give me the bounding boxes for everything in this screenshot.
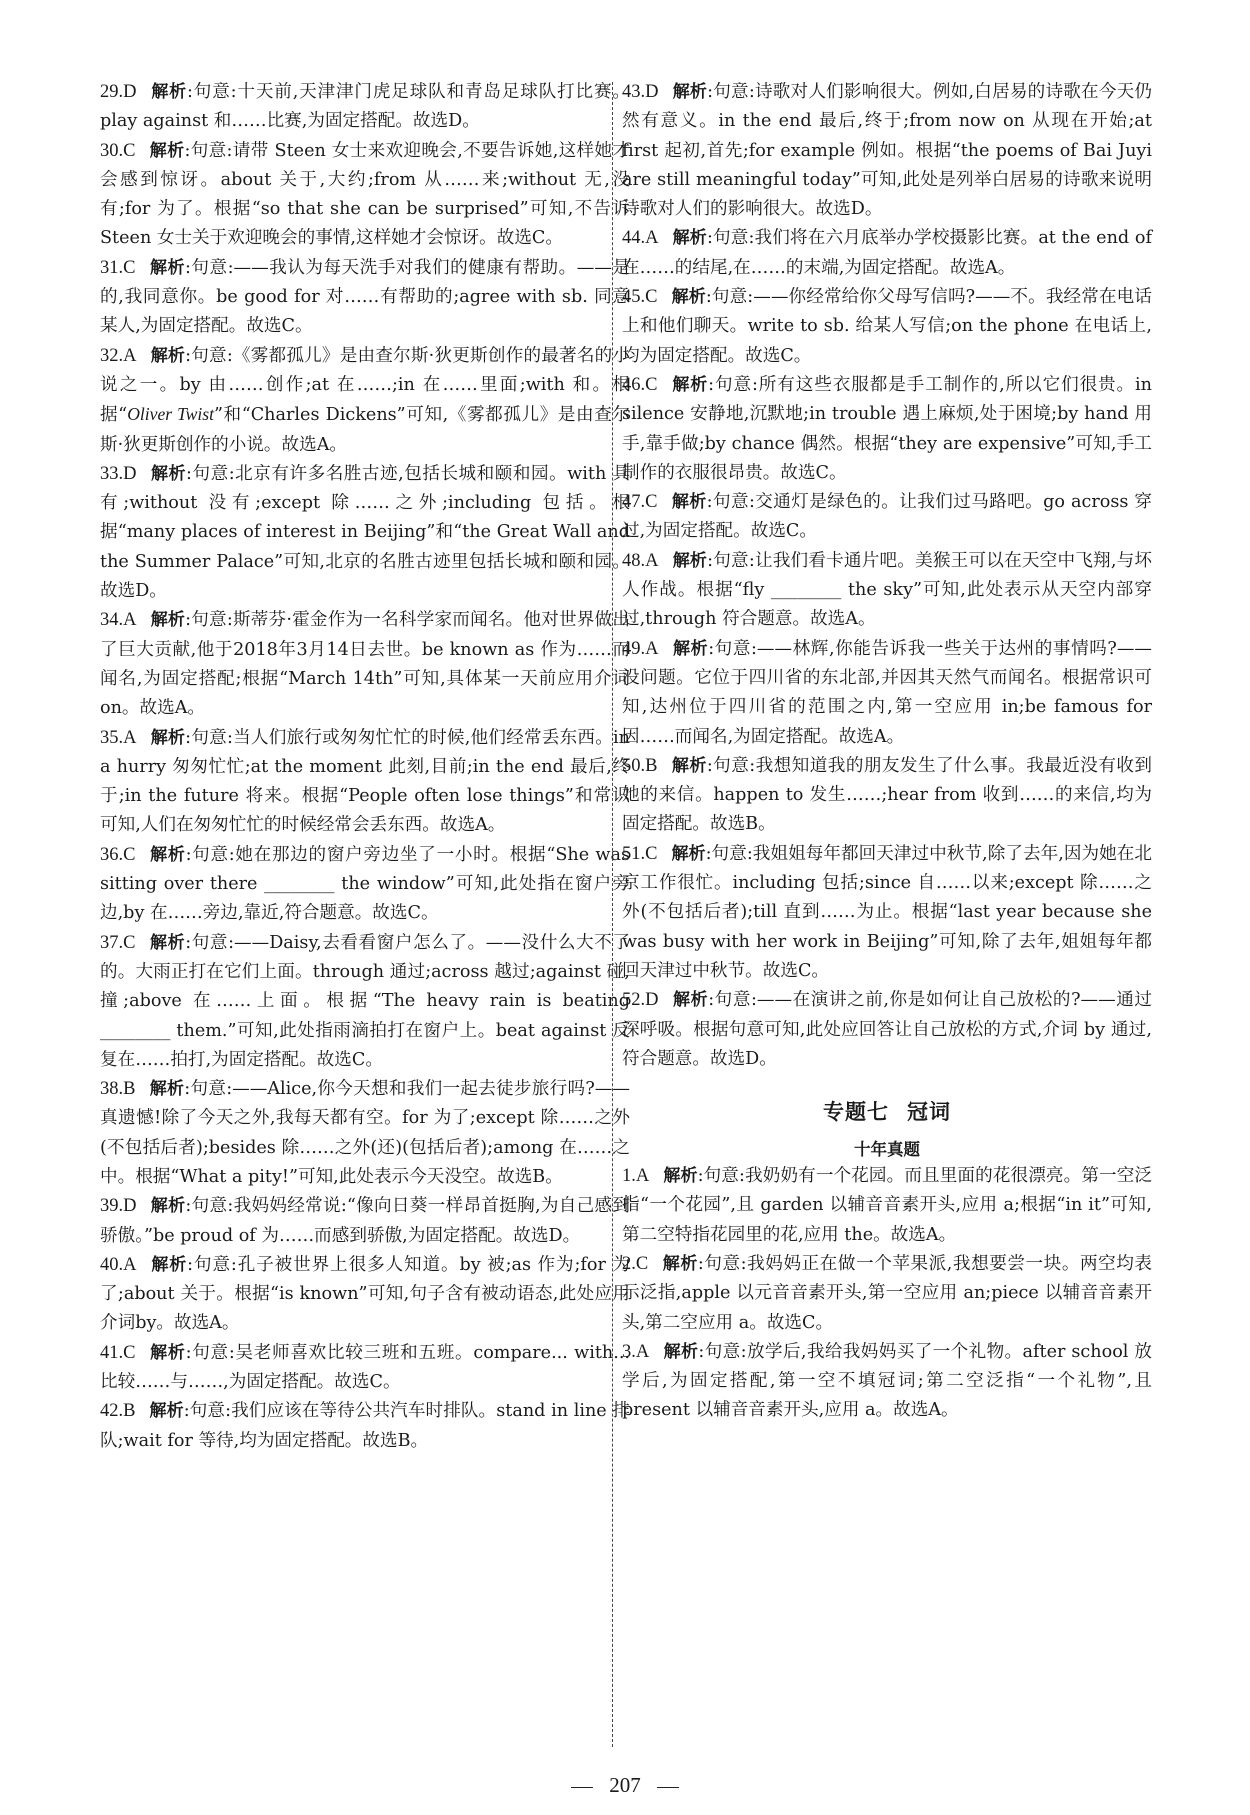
answer-number: 52.D bbox=[622, 990, 659, 1011]
analysis-text: :句意:我妈妈经常说:“像向日葵一样昂首挺胸,为自己感到骄傲。”be proud of 为……而感到骄傲,为固定搭配。故选D。 bbox=[100, 1196, 631, 1246]
analysis-label: 解析 bbox=[149, 140, 185, 161]
answer-number: 30.C bbox=[100, 140, 136, 161]
analysis-label: 解析 bbox=[671, 374, 709, 395]
section-item-list bbox=[622, 1162, 1152, 1426]
analysis-text: :句意:吴老师喜欢比较三班和五班。compare... with... 比较……与……,为固定搭配。故选C。 bbox=[100, 1342, 631, 1393]
answer-item bbox=[622, 488, 1152, 547]
analysis-label: 解析 bbox=[671, 843, 706, 864]
answer-number: 34.A bbox=[100, 610, 137, 631]
answer-item bbox=[622, 986, 1152, 1074]
answer-number: 47.C bbox=[622, 492, 658, 513]
footer-dash-left bbox=[571, 1787, 593, 1788]
analysis-text: :句意:北京有许多名胜古迹,包括长城和颐和园。with 具有;without 没有;except 除……之外;including 包括。根据“many places of interest in Beijing”和“the Great Wall and the Summer Palace”可知,北京的名胜古迹里包括长城和颐和园。故选D。 bbox=[100, 463, 630, 602]
analysis-label: 解析 bbox=[671, 492, 707, 513]
analysis-text: Oliver Twist bbox=[127, 404, 214, 425]
analysis-text: :句意:她在那边的窗户旁边坐了一小时。根据“She was sitting over there ________ the window”可知,此处指在窗户旁边,by 在……旁边,靠近,符合题意。故选C。 bbox=[100, 844, 630, 924]
answer-item bbox=[622, 1250, 1152, 1338]
answer-item bbox=[622, 635, 1152, 752]
analysis-text: :句意:——我认为每天洗手对我们的健康有帮助。——是的,我同意你。be good for 对……有帮助的;agree with sb. 同意某人,为固定搭配。故选C。 bbox=[100, 257, 631, 337]
analysis-text: :句意:《雾都孤儿》是由查尔斯·狄更斯创作的最著名的小说之一。by 由……创作;at 在……;in 在……里面;with 和。根据“ bbox=[100, 345, 631, 426]
answer-item bbox=[100, 606, 630, 723]
analysis-label: 解析 bbox=[150, 463, 187, 484]
analysis-text: :句意:诗歌对人们影响很大。例如,白居易的诗歌在今天仍然有意义。in the end 最后,终于;from now on 从现在开始;at first 起初,首先;for example 例如。根据“the poems of Bai Juyi are still meaningful today”可知,此处是列举白居易的诗歌来说明诗歌对人们的影响很大。故选D。 bbox=[622, 82, 1153, 220]
answer-item bbox=[622, 224, 1152, 283]
answer-number: 32.A bbox=[100, 345, 137, 366]
analysis-text: :句意:——Daisy,去看看窗户怎么了。——没什么大不了的。大雨正打在它们上面。through 通过;across 越过;against 碰,撞;above 在……上面。根据“The heavy rain is beating ________ them.”可知,此处指雨滴拍打在窗户上。beat against 反复在……拍打,为固定搭配。故选C。 bbox=[100, 932, 631, 1070]
answer-number: 2.C bbox=[622, 1253, 649, 1274]
analysis-label: 解析 bbox=[150, 82, 188, 102]
answer-item bbox=[100, 254, 630, 342]
answer-item bbox=[100, 78, 630, 137]
answer-number: 38.B bbox=[100, 1079, 136, 1100]
answer-number: 1.A bbox=[622, 1166, 650, 1187]
analysis-label: 解析 bbox=[149, 844, 186, 865]
right-column bbox=[622, 78, 1152, 1426]
analysis-label: 解析 bbox=[149, 1401, 184, 1422]
analysis-label: 解析 bbox=[672, 990, 709, 1011]
analysis-label: 解析 bbox=[663, 1341, 699, 1362]
analysis-text: :句意:我想知道我的朋友发生了什么事。我最近没有收到她的来信。happen to 发生……;hear from 收到……的来信,均为固定搭配。故选B。 bbox=[622, 755, 1153, 835]
answer-number: 51.C bbox=[622, 843, 658, 864]
answer-item bbox=[622, 547, 1152, 635]
answer-item bbox=[100, 342, 630, 460]
section-label: 专题七 bbox=[823, 1100, 889, 1125]
analysis-label: 解析 bbox=[672, 82, 708, 102]
answer-item bbox=[622, 78, 1152, 224]
answer-number: 45.C bbox=[622, 287, 658, 308]
answer-item bbox=[100, 1075, 630, 1192]
analysis-label: 解析 bbox=[149, 257, 185, 278]
answer-item bbox=[622, 752, 1152, 840]
answer-number: 49.A bbox=[622, 638, 659, 659]
analysis-text: :句意:交通灯是绿色的。让我们过马路吧。go across 穿过,为固定搭配。故选C。 bbox=[622, 492, 1152, 542]
analysis-text: :句意:我们应该在等待公共汽车时排队。stand in line 排队;wait for 等待,均为固定搭配。故选B。 bbox=[100, 1401, 630, 1451]
subsection-title: 十年真题 bbox=[854, 1140, 920, 1160]
answer-number: 37.C bbox=[100, 932, 136, 953]
page-number: 207 bbox=[609, 1773, 641, 1797]
answer-number: 35.A bbox=[100, 727, 137, 748]
analysis-label: 解析 bbox=[150, 610, 186, 631]
analysis-label: 解析 bbox=[672, 550, 708, 571]
analysis-text: :句意:我妈妈正在做一个苹果派,我想要尝一块。两空均表示泛指,apple 以元音音素开头,第一空应用 an;piece 以辅音音素开头,第二空应用 a。故选C。 bbox=[622, 1253, 1153, 1333]
analysis-label: 解析 bbox=[150, 345, 186, 366]
analysis-text: ”和“Charles Dickens”可知,《雾都孤儿》是由查尔斯·狄更斯创作的小说。故选A。 bbox=[100, 405, 631, 455]
answer-item bbox=[100, 460, 630, 606]
analysis-text: :句意:——林辉,你能告诉我一些关于达州的事情吗?——没问题。它位于四川省的东北部,并因其天然气而闻名。根据常识可知,达州位于四川省的范围之内,第一空应用 in;be famous for 因……而闻名,为固定搭配。故选A。 bbox=[622, 638, 1153, 747]
analysis-text: :句意:请带 Steen 女士来欢迎晚会,不要告诉她,这样她才会感到惊讶。about 关于,大约;from 从……来;without 无,没有;for 为了。根据“so that she can be surprised”可知,不告诉 Steen 女士关于欢迎晚会的事情,这样她才会惊讶。故选C。 bbox=[100, 140, 630, 249]
answer-number: 41.C bbox=[100, 1342, 136, 1363]
answer-number: 42.B bbox=[100, 1401, 136, 1422]
answer-number: 39.D bbox=[100, 1196, 137, 1217]
page-footer bbox=[0, 1773, 1250, 1798]
answer-number: 40.A bbox=[100, 1254, 137, 1275]
answer-number: 44.A bbox=[622, 228, 659, 249]
analysis-label: 解析 bbox=[149, 932, 186, 953]
analysis-label: 解析 bbox=[149, 1342, 186, 1363]
answer-number: 43.D bbox=[622, 82, 659, 102]
answer-number: 48.A bbox=[622, 550, 659, 571]
analysis-text: :句意:让我们看卡通片吧。美猴王可以在天空中飞翔,与坏人作战。根据“fly ________ the sky”可知,此处表示从天空内部穿过,through 符合题意。故选A。 bbox=[622, 550, 1153, 630]
analysis-text: :句意:当人们旅行或匆匆忙忙的时候,他们经常丢东西。in a hurry 匆匆忙忙;at the moment 此刻,目前;in the end 最后,终于;in the future 将来。根据“People often lose things”和常识可知,人们在匆匆忙忙的时候经常会丢东西。故选A。 bbox=[100, 727, 630, 836]
analysis-text: :句意:所有这些衣服都是手工制作的,所以它们很贵。in silence 安静地,沉默地;in trouble 遇上麻烦,处于困境;by hand 用手,靠手做;by chance 偶然。根据“they are expensive”可知,手工制作的衣服很昂贵。故选C。 bbox=[622, 374, 1152, 483]
answer-item bbox=[622, 371, 1152, 488]
analysis-label: 解析 bbox=[663, 1166, 698, 1187]
analysis-label: 解析 bbox=[150, 1254, 188, 1275]
analysis-label: 解析 bbox=[672, 638, 709, 659]
analysis-text: :句意:我们将在六月底举办学校摄影比赛。at the end of 在……的结尾,在……的末端,为固定搭配。故选A。 bbox=[622, 228, 1153, 278]
answer-item bbox=[100, 1251, 630, 1339]
answer-item bbox=[100, 1397, 630, 1456]
analysis-text: :句意:十天前,天津津门虎足球队和青岛足球队打比赛。play against 和……比赛,为固定搭配。故选D。 bbox=[100, 82, 631, 132]
answer-item bbox=[622, 840, 1152, 986]
analysis-label: 解析 bbox=[672, 228, 707, 249]
analysis-label: 解析 bbox=[149, 1079, 185, 1100]
answer-number: 31.C bbox=[100, 257, 136, 278]
answer-item bbox=[100, 724, 630, 841]
analysis-text: :句意:——在演讲之前,你是如何让自己放松的?——通过深呼吸。根据句意可知,此处应回答让自己放松的方式,介词 by 通过,符合题意。故选D。 bbox=[622, 990, 1153, 1069]
section-name: 冠词 bbox=[907, 1100, 951, 1125]
answer-item bbox=[100, 929, 630, 1075]
analysis-text: :句意:——Alice,你今天想和我们一起去徒步旅行吗?——真遗憾!除了今天之外,我每天都有空。for 为了;except 除……之外(不包括后者);besides 除……之外(还)(包括后者);among 在……之中。根据“What a pity!”可知,此处表示今天没空。故选B。 bbox=[100, 1079, 630, 1187]
answer-number: 33.D bbox=[100, 463, 137, 484]
analysis-text: :句意:放学后,我给我妈妈买了一个礼物。after school 放学后,为固定搭配,第一空不填冠词;第二空泛指“一个礼物”,且 present 以辅音音素开头,应用 a。故选A。 bbox=[622, 1341, 1152, 1421]
analysis-text: :句意:——你经常给你父母写信吗?——不。我经常在电话上和他们聊天。write to sb. 给某人写信;on the phone 在电话上,均为固定搭配。故选C。 bbox=[622, 287, 1152, 366]
analysis-text: :句意:我姐姐每年都回天津过中秋节,除了去年,因为她在北京工作很忙。including 包括;since 自……以来;except 除……之外(不包括后者);till 直到……为止。根据“last year because she was busy with her work in Beijing”可知,除了去年,姐姐每年都回天津过中秋节。故选C。 bbox=[622, 843, 1152, 981]
column-divider bbox=[612, 82, 613, 1747]
analysis-text: :句意:斯蒂芬·霍金作为一名科学家而闻名。他对世界做出了巨大贡献,他于2018年3月14日去世。be known as 作为……而闻名,为固定搭配;根据“March 14th”可知,具体某一天前应用介词on。故选A。 bbox=[100, 610, 631, 719]
footer-dash-right bbox=[657, 1787, 679, 1788]
analysis-label: 解析 bbox=[150, 1196, 186, 1217]
answer-number: 50.B bbox=[622, 755, 658, 776]
section-title bbox=[622, 1096, 1152, 1126]
analysis-label: 解析 bbox=[671, 287, 706, 308]
analysis-label: 解析 bbox=[662, 1253, 698, 1274]
right-item-list bbox=[622, 78, 1152, 1074]
answer-number: 29.D bbox=[100, 82, 137, 102]
answer-item bbox=[622, 283, 1152, 371]
answer-item bbox=[100, 841, 630, 929]
answer-number: 36.C bbox=[100, 844, 136, 865]
answer-item bbox=[622, 1338, 1152, 1426]
left-column bbox=[100, 78, 630, 1456]
answer-item bbox=[622, 1162, 1152, 1250]
answer-number: 46.C bbox=[622, 374, 658, 395]
answer-number: 3.A bbox=[622, 1341, 650, 1362]
answer-item bbox=[100, 1339, 630, 1398]
analysis-label: 解析 bbox=[150, 727, 186, 748]
answer-item bbox=[100, 137, 630, 254]
analysis-text: :句意:我奶奶有一个花园。而且里面的花很漂亮。第一空泛指“一个花园”,且 garden 以辅音音素开头,应用 a;根据“in it”可知,第二空特指花园里的花,应用 the。故选A。 bbox=[622, 1166, 1153, 1245]
analysis-text: :句意:孔子被世界上很多人知道。by 被;as 作为;for 为了;about 关于。根据“is known”可知,句子含有被动语态,此处应用介词by。故选A。 bbox=[100, 1254, 630, 1334]
analysis-label: 解析 bbox=[671, 755, 707, 776]
answer-item bbox=[100, 1192, 630, 1251]
